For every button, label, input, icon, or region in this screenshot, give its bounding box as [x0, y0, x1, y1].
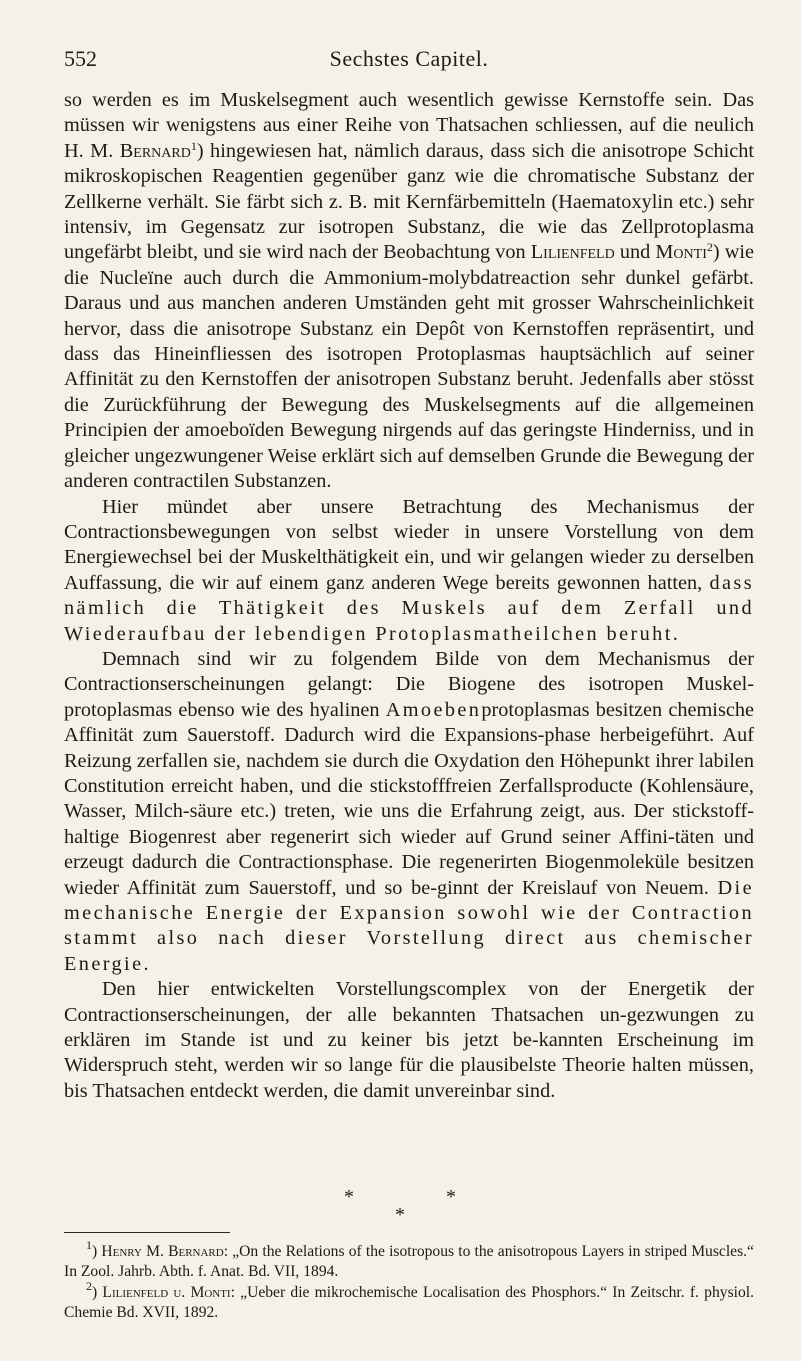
footnote-rule — [64, 1232, 230, 1233]
text-run: so werden es im Muskelsegment auch wesentlich gewisse Kernstoffe sein. Das müssen wir wenigstens aus einer Reihe von Thatsachen schliessen, auf die neulich H. M. — [64, 89, 754, 162]
text-run: protoplasmas besitzen chemische Affinität zum Sauerstoff. Dadurch wird die Expansions-phase herbeigeführt. Auf Reizung zerfallen sie, nachdem sie durch die Oxydation den Höhepunkt ihrer labilen Constitution erreicht haben, und die stickstofffreien Zerfallsproducte (Kohlensäure, Wasser, Milch-säure etc.) treten, wie uns die Erfahrung zeigt, aus. Der stickstoff-haltige Biogenrest aber regenerirt sich wieder auf Grund seiner Affini-täten und erzeugt dadurch die Contractionsphase. Die regenerirten Biogenmoleküle besitzen wieder Affinität zum Sauerstoff, und so be-ginnt der Kreislauf von Neuem. — [64, 698, 754, 899]
author-name: Henry M. Bernard — [101, 1243, 224, 1260]
paragraph — [64, 977, 754, 1104]
footnote-marker: 1 — [190, 138, 197, 153]
separator-star: * — [395, 1204, 405, 1226]
author-name: Lilienfeld u. Monti — [102, 1284, 231, 1301]
author-name: Lilienfeld — [530, 241, 615, 264]
footnote — [64, 1238, 754, 1282]
footnote-marker: 1 — [86, 1238, 92, 1252]
page-header — [64, 46, 754, 76]
paragraph — [64, 647, 754, 977]
author-name: Bernard — [119, 139, 191, 162]
text-run: ) — [92, 1243, 102, 1260]
emphasized-text: dass nämlich die Thätigkeit des Muskels auf dem Zerfall und Wiederaufbau der lebendigen Protoplasmatheilchen beruht. — [64, 571, 754, 645]
text-run: Hier mündet aber unsere Betrachtung des Mechanismus der Contractionsbewegungen von selbst wieder in unsere Vorstellung von dem Energiewechsel bei der Muskelthätigkeit ein, und wir gelangen wieder zu derselben Auffassung, die wir auf einem ganz anderen Wege bereits gewonnen hatten, — [64, 495, 754, 594]
text-run: Den hier entwickelten Vorstellungscomplex von der Energetik der Contractionserscheinungen, der alle bekannten Thatsachen un-gezwungen zu erklären im Stande ist und zu keiner bis jetzt be-kannten Erscheinung im Widerspruch steht, werden wir so lange für die plausibelste Theorie halten müssen, bis Thatsachen entdeckt werden, die damit unvereinbar sind. — [64, 978, 754, 1102]
text-run: : „On the Relations of the isotropous to the anisotropous Layers in striped Muscles.“ In Zool. Jahrb. Abth. f. Anat. Bd. VII, 1894. — [64, 1243, 754, 1280]
text-run: ) wie die Nucleïne auch durch die Ammonium-molybdatreaction sehr dunkel gefärbt. Daraus und aus manchen anderen Umständen geht mit grosser Wahrscheinlichkeit hervor, dass die anisotrope Substanz ein Depôt von Kernstoffen repräsentirt, und dass das Hineinfliessen des isotropen Protoplasmas hauptsächlich auf seiner Affinität zu den Kernstoffen der anisotropen Substanz beruht. Jedenfalls aber stösst die Zurückführung der Bewegung des Muskelsegments auf die allgemeinen Principien der amoeboïden Bewegung nirgends auf das geringste Hinderniss, und in gleicher ungezwungener Weise erklärt sich auf demselben Grunde die Bewegung der anderen contractilen Substanzen. — [64, 241, 755, 493]
text-run: ) hingewiesen hat, nämlich daraus, dass sich die anisotrope Schicht mikroskopischen Reagentien gegenüber ganz wie die chromatische Substanz der Zellkerne verhält. Sie färbt sich z. B. mit Kernfärbemitteln (Haematoxylin etc.) sehr intensiv, im Gegensatz zur isotropen Substanz, die wie das Zellprotoplasma ungefärbt bleibt, und sie wird nach der Beobachtung von — [64, 139, 754, 264]
emphasized-text: Amoeben — [385, 698, 482, 721]
body-text — [64, 88, 754, 1104]
page-number: 552 — [64, 46, 97, 71]
section-separator — [330, 1188, 470, 1228]
paragraph — [64, 88, 754, 495]
text-run: : „Ueber die mikrochemische Localisation des Phosphors.“ In Zeitschr. f. physiol. Chemie Bd. XVII, 1892. — [64, 1284, 755, 1321]
text-run: ) — [92, 1284, 103, 1301]
footnote-marker: 2 — [706, 240, 713, 255]
running-head: Sechstes Capitel. — [329, 46, 489, 71]
footnotes — [64, 1238, 755, 1324]
text-run: und — [614, 241, 656, 264]
separator-star: * — [344, 1186, 354, 1208]
footnote — [64, 1279, 755, 1323]
text-run: Demnach sind wir zu folgendem Bilde von dem Mechanismus der Contractionserscheinungen gelangt: Die Biogene des isotropen Muskel-protoplasmas ebenso wie des hyalinen — [64, 647, 754, 721]
paragraph — [64, 495, 754, 647]
footnote-marker: 2 — [86, 1279, 92, 1293]
emphasized-text: Die mechanische Energie der Expansion sowohl wie der Contraction stammt also nach dieser Vorstellung direct aus chemischer Energie. — [64, 876, 754, 975]
author-name: Monti — [655, 241, 707, 264]
separator-star: * — [446, 1186, 456, 1208]
